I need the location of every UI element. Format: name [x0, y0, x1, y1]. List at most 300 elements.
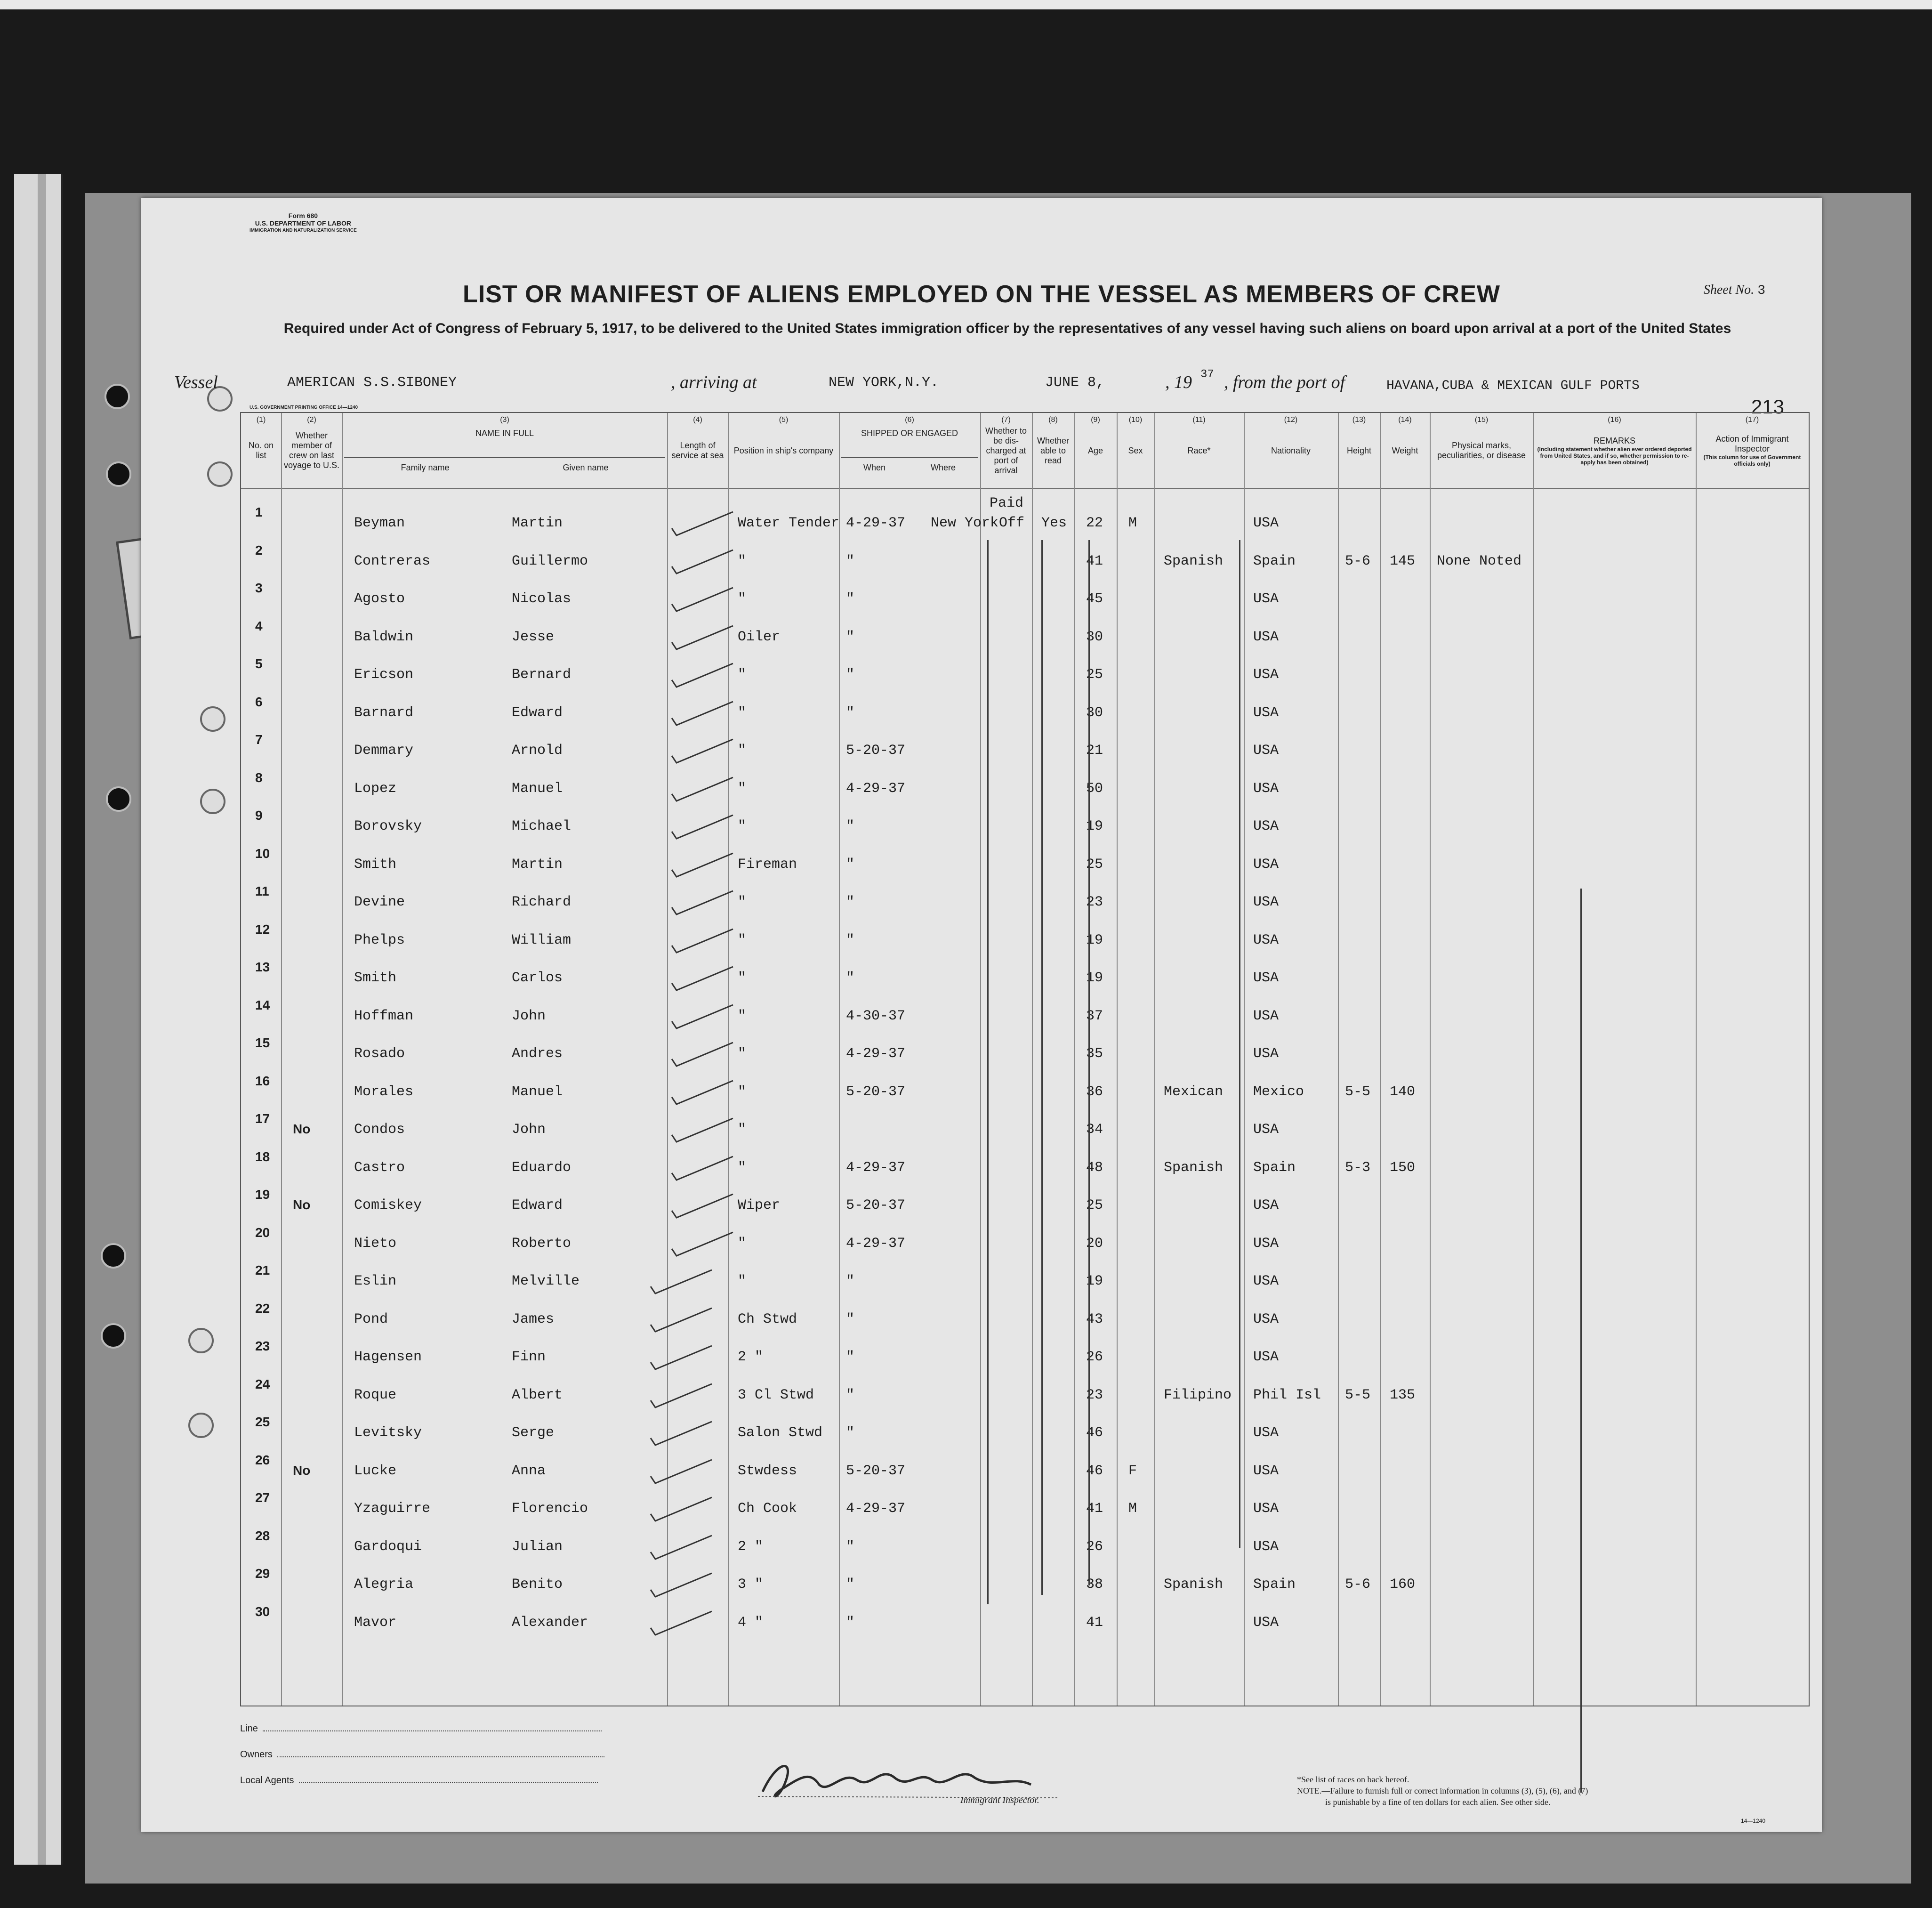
family-name-cell: Agosto: [354, 591, 405, 607]
column-header-label: NAME IN FULL: [475, 428, 534, 438]
local-agents-blank: [299, 1782, 598, 1783]
table-row: [241, 1490, 1809, 1528]
departure-port: HAVANA,CUBA & MEXICAN GULF PORTS: [1386, 379, 1640, 393]
column-header: [1432, 413, 1531, 488]
service-checkmark: [667, 1078, 738, 1107]
position-cell: ": [738, 704, 747, 721]
owners-blank: [277, 1756, 604, 1757]
age-cell: 22: [1086, 515, 1103, 531]
family-name-cell: Hagensen: [354, 1349, 422, 1365]
position-cell: 2 ": [738, 1538, 764, 1555]
table-row: [241, 922, 1809, 960]
column-header: [1340, 413, 1378, 488]
shipped-when-cell: ": [846, 553, 855, 569]
last-voyage-cell: No: [293, 1463, 311, 1478]
footnote: [1297, 1774, 1588, 1808]
nationality-cell: USA: [1253, 1614, 1279, 1631]
position-cell: 3 ": [738, 1577, 764, 1593]
column-header: [1246, 413, 1336, 488]
given-name-cell: Bernard: [512, 667, 572, 683]
row-number: 16: [255, 1073, 270, 1088]
service-checkmark: [667, 927, 738, 955]
service-checkmark: [667, 964, 738, 993]
given-name-cell: Benito: [512, 1577, 563, 1593]
service-checkmark: [667, 1040, 738, 1068]
arrival-year: 37: [1200, 368, 1214, 381]
age-cell: 25: [1086, 856, 1103, 873]
position-cell: Fireman: [738, 856, 797, 873]
table-row: [241, 1074, 1809, 1111]
age-cell: 30: [1086, 629, 1103, 645]
family-name-cell: Yzaguirre: [354, 1501, 431, 1517]
shipped-when-cell: ": [846, 1273, 855, 1289]
row-number: 23: [255, 1339, 270, 1353]
service-checkmark: [667, 661, 738, 689]
row-number: 11: [255, 884, 269, 898]
family-name-cell: Gardoqui: [354, 1538, 422, 1555]
page-number: 213: [1751, 396, 1784, 418]
age-cell: 48: [1086, 1159, 1103, 1176]
nationality-cell: Spain: [1253, 1577, 1296, 1593]
position-cell: ": [738, 667, 747, 683]
local-agents-field: [240, 1775, 598, 1786]
family-name-cell: Comiskey: [354, 1197, 422, 1213]
column-number: (16): [1608, 416, 1621, 424]
column-header: [1034, 413, 1072, 488]
age-cell: 20: [1086, 1235, 1103, 1252]
given-name-cell: Manuel: [512, 1083, 563, 1100]
table-row: [241, 846, 1809, 884]
given-name-cell: Edward: [512, 1197, 563, 1213]
position-cell: Water Tender: [738, 515, 840, 531]
age-cell: 41: [1086, 553, 1103, 569]
position-cell: ": [738, 932, 747, 948]
family-name-cell: Barnard: [354, 704, 414, 721]
table-row: [241, 1377, 1809, 1415]
nationality-cell: USA: [1253, 629, 1279, 645]
punch-hole: [106, 786, 131, 812]
given-name-cell: Julian: [512, 1538, 563, 1555]
family-name-cell: Devine: [354, 894, 405, 910]
shipped-when-cell: ": [846, 1349, 855, 1365]
shipped-when-cell: 5-20-37: [846, 1463, 906, 1479]
row-number: 10: [255, 846, 270, 861]
table-row: [241, 1339, 1809, 1376]
column-number: (3): [500, 416, 509, 424]
shipped-when-cell: 4-29-37: [846, 780, 906, 797]
scan-top-strip: [0, 0, 1932, 9]
row-number: 7: [255, 732, 263, 747]
table-row: [241, 543, 1809, 581]
table-row: [241, 960, 1809, 997]
ditto-line: [1239, 540, 1240, 1548]
weight-cell: 160: [1390, 1577, 1416, 1593]
shipped-when-cell: ": [846, 1577, 855, 1593]
age-cell: 46: [1086, 1425, 1103, 1441]
nationality-cell: USA: [1253, 667, 1279, 683]
nationality-cell: USA: [1253, 894, 1279, 910]
given-name-cell: Manuel: [512, 780, 563, 797]
weight-cell: 140: [1390, 1083, 1416, 1100]
age-cell: 19: [1086, 818, 1103, 834]
nationality-cell: USA: [1253, 1273, 1279, 1289]
nationality-cell: USA: [1253, 1197, 1279, 1213]
row-number: 20: [255, 1225, 270, 1240]
given-name-cell: Finn: [512, 1349, 546, 1365]
able-to-read-cell: Yes: [1041, 515, 1067, 531]
column-header-label: Whether to be dis-charged at port of arrival: [985, 426, 1027, 475]
family-name-cell: Lucke: [354, 1463, 397, 1479]
punch-hole: [188, 1328, 214, 1353]
position-cell: ": [738, 1235, 747, 1252]
punch-hole: [106, 461, 131, 487]
height-cell: 5-6: [1345, 553, 1371, 569]
punch-hole: [207, 461, 233, 487]
family-name-cell: Lopez: [354, 780, 397, 797]
given-name-cell: John: [512, 1008, 546, 1024]
column-header: [730, 413, 837, 488]
line-blank: [263, 1730, 602, 1731]
column-header: [841, 413, 978, 488]
position-cell: ": [738, 818, 747, 834]
last-voyage-cell: No: [293, 1197, 311, 1212]
column-header-label: Height: [1346, 445, 1372, 455]
position-cell: ": [738, 780, 747, 797]
position-cell: ": [738, 1273, 747, 1289]
document-subtitle: Required under Act of Congress of February 5, 1917, to be delivered to the United States immigration officer by the representatives of any vessel having such aliens on board upon arrival at a port of the United States: [283, 321, 1731, 336]
position-cell: ": [738, 970, 747, 986]
given-name-header: Given name: [563, 463, 609, 472]
given-name-cell: Alexander: [512, 1614, 588, 1631]
nationality-cell: USA: [1253, 1311, 1279, 1327]
service-checkmark: [667, 509, 738, 538]
document-title: LIST OR MANIFEST OF ALIENS EMPLOYED ON THE VESSEL AS MEMBERS OF CREW: [463, 281, 1500, 308]
column-header-label: Nationality: [1271, 445, 1311, 455]
discharged-cell: Off: [999, 515, 1025, 531]
column-number: (8): [1048, 416, 1058, 424]
family-name-cell: Hoffman: [354, 1008, 414, 1024]
family-name-cell: Castro: [354, 1159, 405, 1176]
age-cell: 25: [1086, 667, 1103, 683]
table-row: [241, 619, 1809, 656]
position-cell: Oiler: [738, 629, 781, 645]
nationality-cell: USA: [1253, 515, 1279, 531]
age-cell: 19: [1086, 970, 1103, 986]
service-checkmark: [667, 548, 738, 576]
family-name-cell: Ericson: [354, 667, 414, 683]
column-header: [1076, 413, 1115, 488]
position-cell: Salon Stwd: [738, 1425, 823, 1441]
given-name-cell: Carlos: [512, 970, 563, 986]
table-row: [241, 998, 1809, 1035]
column-header: [1382, 413, 1428, 488]
row-number: 8: [255, 770, 263, 785]
service-checkmark: [667, 585, 738, 614]
column-header-label: Weight: [1392, 445, 1418, 455]
nationality-cell: USA: [1253, 743, 1279, 759]
table-row: [241, 1453, 1809, 1490]
shipped-when-cell: ": [846, 856, 855, 873]
table-row: [241, 1415, 1809, 1452]
row-number: 13: [255, 960, 270, 974]
table-row: [241, 1035, 1809, 1073]
row-number: 24: [255, 1376, 270, 1391]
table-row: [241, 1528, 1809, 1566]
table-row: [241, 732, 1809, 770]
age-cell: 19: [1086, 1273, 1103, 1289]
shipped-when-cell: ": [846, 591, 855, 607]
service-checkmark: [646, 1457, 716, 1486]
form-code: 14—1240: [1740, 1818, 1765, 1824]
column-number: (13): [1352, 416, 1366, 424]
shipped-when-cell: 4-29-37: [846, 1501, 906, 1517]
row-number: 28: [255, 1528, 270, 1543]
column-header-label: Position in ship's company: [733, 445, 834, 455]
service-checkmark: [646, 1419, 716, 1447]
row-number: 25: [255, 1415, 270, 1429]
given-name-cell: Melville: [512, 1273, 580, 1289]
column-header-label: Age: [1087, 445, 1103, 455]
family-name-cell: Roque: [354, 1387, 397, 1403]
row-number: 2: [255, 542, 263, 558]
table-row: [241, 505, 1809, 542]
weight-cell: 135: [1390, 1387, 1416, 1403]
service-checkmark: [646, 1533, 716, 1561]
age-cell: 46: [1086, 1463, 1103, 1479]
shipped-when-cell: ": [846, 1387, 855, 1403]
shipped-when-cell: ": [846, 818, 855, 834]
height-cell: 5-6: [1345, 1577, 1371, 1593]
row-number: 22: [255, 1301, 270, 1316]
row-number: 15: [255, 1035, 270, 1050]
age-cell: 34: [1086, 1122, 1103, 1138]
height-cell: 5-5: [1345, 1083, 1371, 1100]
age-cell: 41: [1086, 1614, 1103, 1631]
age-cell: 25: [1086, 1197, 1103, 1213]
sheet-number: [1704, 283, 1765, 298]
given-name-cell: Jesse: [512, 629, 555, 645]
given-name-cell: John: [512, 1122, 546, 1138]
given-name-cell: Serge: [512, 1425, 555, 1441]
arrival-port: NEW YORK,N.Y.: [829, 375, 939, 391]
row-number: 17: [255, 1111, 270, 1126]
column-number: (10): [1128, 416, 1143, 424]
family-name-cell: Condos: [354, 1122, 405, 1138]
where-header: Where: [930, 463, 956, 472]
nationality-cell: USA: [1253, 1463, 1279, 1479]
family-name-cell: Alegria: [354, 1577, 414, 1593]
service-checkmark: [667, 1192, 738, 1220]
race-cell: Spanish: [1164, 1159, 1224, 1176]
given-name-cell: Nicolas: [512, 591, 572, 607]
column-header: [982, 413, 1030, 488]
shipped-when-cell: 4-29-37: [846, 1235, 906, 1252]
family-name-cell: Baldwin: [354, 629, 414, 645]
position-cell: ": [738, 591, 747, 607]
shipped-when-cell: ": [846, 1614, 855, 1631]
race-cell: Spanish: [1164, 553, 1224, 569]
table-row: [241, 884, 1809, 922]
position-cell: ": [738, 1159, 747, 1176]
column-subheaders: [344, 457, 665, 473]
service-checkmark: [667, 1003, 738, 1031]
given-name-cell: James: [512, 1311, 555, 1327]
nationality-cell: USA: [1253, 970, 1279, 986]
age-cell: 26: [1086, 1538, 1103, 1555]
position-cell: ": [738, 894, 747, 910]
age-cell: 21: [1086, 743, 1103, 759]
nationality-cell: Mexico: [1253, 1083, 1304, 1100]
punch-hole: [200, 789, 225, 814]
column-header-label: Physical marks, peculiarities, or disease: [1437, 441, 1526, 460]
header-divider: [241, 488, 1809, 489]
shipped-when-cell: ": [846, 970, 855, 986]
column-header: [243, 413, 279, 488]
shipped-when-cell: ": [846, 704, 855, 721]
family-name-cell: Morales: [354, 1083, 414, 1100]
from-port-label: , from the port of: [1224, 372, 1345, 392]
position-cell: Wiper: [738, 1197, 781, 1213]
owners-field: [240, 1749, 604, 1760]
when-header: When: [863, 463, 886, 472]
family-name-cell: Nieto: [354, 1235, 397, 1252]
column-number: (15): [1474, 416, 1489, 424]
service-checkmark: [667, 1230, 738, 1258]
column-header-label: Whether member of crew on last voyage to U.S.: [283, 431, 340, 470]
family-name-cell: Levitsky: [354, 1425, 422, 1441]
race-cell: Mexican: [1164, 1083, 1224, 1100]
position-cell: ": [738, 1122, 747, 1138]
local-agents-label: Local Agents: [240, 1775, 294, 1786]
shipped-when-cell: 4-29-37: [846, 515, 906, 531]
row-number: 21: [255, 1263, 270, 1277]
given-name-cell: Anna: [512, 1463, 546, 1479]
line-label: Line: [240, 1723, 258, 1734]
punch-hole: [101, 1323, 126, 1349]
column-number: (17): [1745, 416, 1759, 424]
age-cell: 30: [1086, 704, 1103, 721]
shipped-where-cell: New York: [931, 515, 999, 531]
sex-cell: M: [1128, 515, 1137, 531]
race-cell: Spanish: [1164, 1577, 1224, 1593]
age-cell: 26: [1086, 1349, 1103, 1365]
family-name-cell: Contreras: [354, 553, 431, 569]
ditto-line: [1580, 889, 1582, 1793]
service-checkmark: [667, 889, 738, 917]
service-checkmark: [646, 1571, 716, 1599]
footnote-penalty: NOTE.—Failure to furnish full or correct information in columns (3), (5), (6), and (7): [1297, 1786, 1588, 1795]
sex-cell: M: [1128, 1501, 1137, 1517]
table-row: [241, 808, 1809, 846]
table-row: [241, 1225, 1809, 1263]
service-checkmark: [667, 737, 738, 765]
family-name-cell: Mavor: [354, 1614, 397, 1631]
nationality-cell: USA: [1253, 818, 1279, 834]
row-number: 29: [255, 1566, 270, 1581]
family-name-cell: Rosado: [354, 1046, 405, 1062]
table-row: [241, 581, 1809, 618]
family-name-cell: Borovsky: [354, 818, 422, 834]
row-number: 9: [255, 808, 263, 823]
column-header-note: (Including statement whether alien ever ordered deported from United States, and if so, whether permission to re-apply has been obtained): [1537, 445, 1692, 466]
column-number: (14): [1398, 416, 1412, 424]
age-cell: 19: [1086, 932, 1103, 948]
given-name-cell: Martin: [512, 856, 563, 873]
sheet-number-value: 3: [1757, 283, 1765, 298]
column-header: [1119, 413, 1152, 488]
service-checkmark: [667, 1116, 738, 1144]
shipped-when-cell: 4-29-37: [846, 1159, 906, 1176]
nationality-cell: USA: [1253, 704, 1279, 721]
column-number: (1): [256, 416, 266, 424]
column-header: [669, 413, 726, 488]
column-number: (9): [1091, 416, 1100, 424]
family-name-header: Family name: [401, 463, 450, 472]
table-row: [241, 1263, 1809, 1301]
shipped-when-cell: 4-29-37: [846, 1046, 906, 1062]
age-cell: 36: [1086, 1083, 1103, 1100]
nationality-cell: USA: [1253, 591, 1279, 607]
column-header: [1698, 413, 1807, 488]
column-header-label: REMARKS: [1593, 436, 1635, 445]
shipped-when-cell: ": [846, 1425, 855, 1441]
service-checkmark: [667, 851, 738, 879]
ditto-line: [1088, 540, 1090, 1585]
given-name-cell: Albert: [512, 1387, 563, 1403]
service-checkmark: [667, 623, 738, 652]
nationality-cell: USA: [1253, 1501, 1279, 1517]
arriving-label: , arriving at: [671, 372, 757, 392]
family-name-cell: Beyman: [354, 515, 405, 531]
service-checkmark: [646, 1306, 716, 1334]
physical-marks-cell: None Noted: [1437, 553, 1522, 569]
given-name-cell: Martin: [512, 515, 563, 531]
column-header: [1156, 413, 1242, 488]
given-name-cell: Michael: [512, 818, 572, 834]
vessel-name: AMERICAN S.S.SIBONEY: [287, 375, 457, 391]
immigrant-inspector-label: Immigrant Inspector.: [960, 1795, 1039, 1805]
nationality-cell: Spain: [1253, 1159, 1296, 1176]
given-name-cell: Andres: [512, 1046, 563, 1062]
year-prefix: , 19: [1165, 372, 1192, 392]
sex-cell: F: [1128, 1463, 1137, 1479]
footnote-penalty-cont: is punishable by a fine of ten dollars for each alien. See other side.: [1325, 1797, 1551, 1807]
row-number: 1: [255, 505, 263, 519]
shipped-when-cell: 4-30-37: [846, 1008, 906, 1024]
given-name-cell: Guillermo: [512, 553, 588, 569]
given-name-cell: Eduardo: [512, 1159, 572, 1176]
row-number: 19: [255, 1187, 270, 1202]
table-row: [241, 695, 1809, 732]
nationality-cell: USA: [1253, 1538, 1279, 1555]
ditto-line: [987, 540, 989, 1604]
age-cell: 23: [1086, 894, 1103, 910]
height-cell: 5-3: [1345, 1159, 1371, 1176]
manifest-sheet: [141, 198, 1822, 1832]
service-checkmark: [667, 699, 738, 728]
column-number: (5): [779, 416, 789, 424]
printing-office: U.S. GOVERNMENT PRINTING OFFICE 14—1240: [250, 405, 358, 410]
position-cell: 2 ": [738, 1349, 764, 1365]
service: IMMIGRATION AND NATURALIZATION SERVICE: [250, 228, 357, 233]
position-cell: 3 Cl Stwd: [738, 1387, 814, 1403]
punch-hole: [188, 1413, 214, 1438]
column-subheaders: [841, 457, 978, 473]
position-cell: Ch Cook: [738, 1501, 797, 1517]
service-checkmark: [667, 1154, 738, 1182]
column-number: (12): [1284, 416, 1298, 424]
form-number: Form 680: [288, 212, 318, 219]
